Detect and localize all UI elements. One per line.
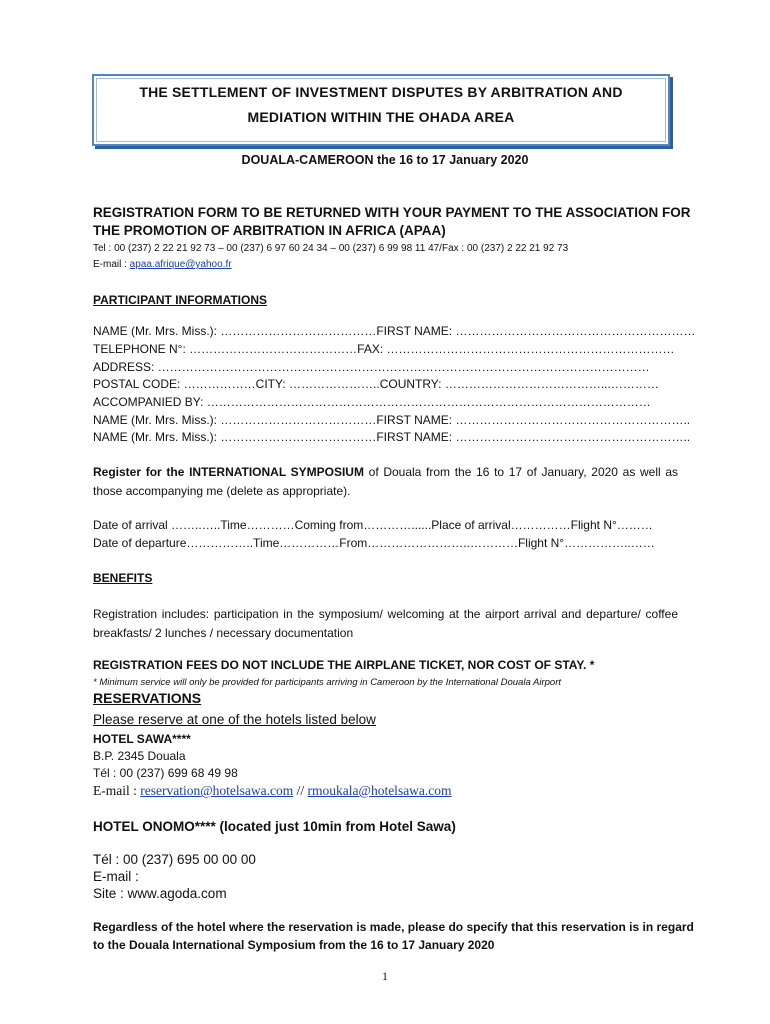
participant-line-name-3: NAME (Mr. Mrs. Miss.): …………………………………FIRST NAME: ………………………………………………….. bbox=[93, 430, 691, 444]
apaa-email-link[interactable]: apaa.afrique@yahoo.fr bbox=[129, 259, 232, 270]
hotel-sawa-address: B.P. 2345 Douala bbox=[93, 749, 186, 763]
participant-line-address: ADDRESS: …………………………………………………………………………………………………………… bbox=[93, 360, 650, 374]
departure-line: Date of departure……………..Time……………From……………………..…………Flight N°……………..…… bbox=[93, 536, 655, 550]
document-title-line-1: THE SETTLEMENT OF INVESTMENT DISPUTES BY ARBITRATION AND bbox=[139, 84, 623, 100]
hotel-onomo-email: E-mail : bbox=[93, 869, 139, 884]
hotel-sawa-rmoukala-email-link[interactable]: rmoukala@hotelsawa.com bbox=[307, 783, 452, 798]
participant-line-telephone: TELEPHONE N°: ……………………………………FAX: ……………………………………………………………… bbox=[93, 342, 675, 356]
symposium-paragraph bbox=[93, 463, 678, 501]
fees-notice: REGISTRATION FEES DO NOT INCLUDE THE AIRPLANE TICKET, NOR COST OF STAY. * bbox=[93, 658, 595, 672]
hotel-onomo-phone: Tél : 00 (237) 695 00 00 00 bbox=[93, 852, 256, 867]
email-separator: // bbox=[293, 783, 308, 798]
participant-line-name-2: NAME (Mr. Mrs. Miss.): …………………………………FIRST NAME: ………………………………………………….. bbox=[93, 413, 691, 427]
hotel-sawa-name: HOTEL SAWA**** bbox=[93, 732, 191, 746]
benefits-heading: BENEFITS bbox=[93, 571, 153, 585]
symposium-name: INTERNATIONAL SYMPOSIUM bbox=[189, 465, 364, 479]
benefits-text: Registration includes: participation in the symposium/ welcoming at the airport arrival and departure/ coffee breakfasts/ 2 lunches / necessary documentation bbox=[93, 607, 678, 640]
reservation-note-line-1: Regardless of the hotel where the reservation is made, please do specify that this reservation is in regard bbox=[93, 920, 694, 934]
reservations-heading: RESERVATIONS bbox=[93, 690, 202, 706]
participant-line-postal: POSTAL CODE: ………………CITY: …………………..COUNTRY: …………………………………...………… bbox=[93, 377, 659, 391]
symposium-register-prefix: Register for the bbox=[93, 465, 185, 479]
participant-line-name-1: NAME (Mr. Mrs. Miss.): …………………………………FIRST NAME: …………………………………………………… bbox=[93, 324, 696, 338]
hotel-sawa-phone: Tél : 00 (237) 699 68 49 98 bbox=[93, 766, 238, 780]
page-number: 1 bbox=[382, 969, 388, 983]
contact-email-label: E-mail : bbox=[93, 259, 130, 270]
hotel-onomo-name: HOTEL ONOMO**** (located just 10min from Hotel Sawa) bbox=[93, 819, 456, 834]
title-box bbox=[92, 74, 670, 146]
hotel-sawa-email-label: E-mail : bbox=[93, 783, 141, 798]
contact-email-line bbox=[93, 259, 232, 270]
fees-footnote: * Minimum service will only be provided for participants arriving in Cameroon by the International Douala Airport bbox=[93, 677, 562, 688]
hotel-sawa-reservation-email-link[interactable]: reservation@hotelsawa.com bbox=[140, 783, 294, 798]
participant-line-accompanied: ACCOMPANIED BY: ………………………………………………………………………………………………… bbox=[93, 395, 651, 409]
participant-heading: PARTICIPANT INFORMATIONS bbox=[93, 293, 267, 307]
registration-heading-line-2: THE PROMOTION OF ARBITRATION IN AFRICA (APAA) bbox=[93, 223, 446, 238]
reservation-note-line-2: to the Douala International Symposium from the 16 to 17 January 2020 bbox=[93, 938, 495, 952]
symposium-details: of Douala from the 16 to 17 of January, 2020 as well as those accompanying me (delete as appropriate). bbox=[93, 465, 679, 498]
hotel-onomo-site: Site : www.agoda.com bbox=[93, 886, 227, 901]
event-location-date: DOUALA-CAMEROON the 16 to 17 January 2020 bbox=[241, 153, 529, 167]
contact-phone-fax: Tel : 00 (237) 2 22 21 92 73 – 00 (237) 6 97 60 24 34 – 00 (237) 6 99 98 11 47/Fax : 00 (237) 2 22 21 92 73 bbox=[93, 243, 569, 254]
registration-heading-line-1: REGISTRATION FORM TO BE RETURNED WITH YOUR PAYMENT TO THE ASSOCIATION FOR bbox=[93, 205, 691, 220]
arrival-line: Date of arrival ……..…..Time…………Coming from…………......Place of arrival……………Flight N°……… bbox=[93, 518, 653, 532]
reservations-instruction: Please reserve at one of the hotels listed below bbox=[93, 712, 376, 727]
document-title-line-2: MEDIATION WITHIN THE OHADA AREA bbox=[247, 109, 515, 125]
hotel-sawa-email-line bbox=[93, 783, 452, 799]
